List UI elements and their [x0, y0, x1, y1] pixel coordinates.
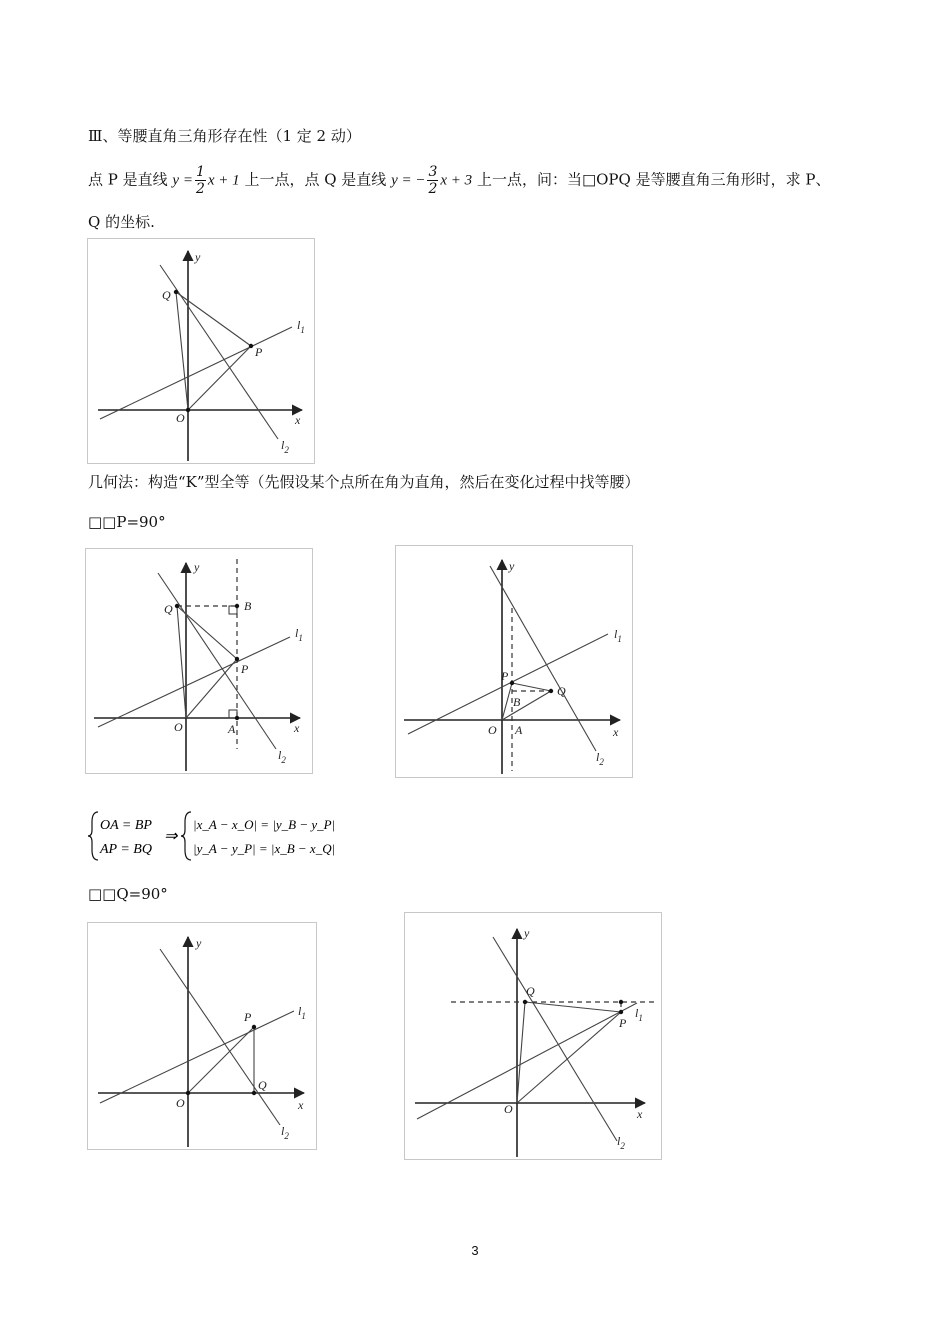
label-q: Q	[162, 288, 171, 302]
eq2-numerator: 3	[428, 164, 438, 180]
figure-case-q-2-svg	[405, 913, 661, 1159]
eq2-lhs: y = −	[391, 172, 426, 189]
label-o: O	[176, 411, 185, 425]
problem-text-c: 上一点，问：当□OPQ 是等腰直角三角形时，求 P、	[476, 170, 831, 189]
label-p: P	[244, 1010, 252, 1024]
label-l2-letter: l	[278, 748, 282, 762]
label-q: Q	[258, 1078, 267, 1092]
label-l2-sub: 2	[599, 757, 604, 767]
label-y: y	[524, 926, 530, 940]
point-q	[549, 689, 553, 693]
system-right-1: |x_A − x_O| = |y_B − y_P|	[193, 817, 336, 832]
label-x: x	[294, 721, 300, 735]
label-l2	[281, 438, 289, 455]
label-p: P	[501, 669, 509, 683]
line-l2	[490, 566, 596, 751]
label-l1-sub: 1	[300, 325, 305, 335]
point-p	[235, 657, 239, 661]
label-l2	[278, 748, 286, 765]
label-y: y	[509, 559, 515, 573]
label-o: O	[176, 1096, 185, 1110]
label-l1-letter: l	[295, 626, 299, 640]
problem-text-b: 上一点，点 Q 是直线	[244, 170, 387, 189]
label-l1	[295, 626, 303, 643]
label-o: O	[504, 1102, 513, 1116]
label-l1-sub: 1	[298, 633, 303, 643]
segment-op	[186, 659, 237, 718]
segment-pq	[512, 683, 551, 691]
label-x: x	[295, 413, 301, 427]
point-p	[619, 1010, 623, 1014]
label-x: x	[613, 725, 619, 739]
segment-oq	[502, 691, 551, 720]
right-brace	[181, 812, 191, 860]
label-l1-letter: l	[614, 627, 618, 641]
label-l2-letter: l	[596, 750, 600, 764]
label-l1-sub: 1	[638, 1013, 643, 1023]
label-l2-sub: 2	[284, 1131, 289, 1141]
figure-main	[87, 238, 315, 464]
figure-main-svg	[88, 239, 314, 463]
point-p	[249, 344, 253, 348]
problem-statement	[88, 164, 830, 197]
segment-op	[188, 1027, 254, 1093]
label-l1-letter: l	[297, 318, 301, 332]
figure-case-q-2	[404, 912, 662, 1160]
point-b	[235, 604, 239, 608]
problem-text-a: 点 P 是直线	[88, 170, 168, 189]
label-p: P	[619, 1016, 627, 1030]
line-l1	[417, 1003, 637, 1119]
figure-case-p-1	[85, 548, 313, 774]
congruence-system-svg	[88, 808, 348, 864]
label-l2-sub: 2	[284, 445, 289, 455]
label-p: P	[241, 662, 249, 676]
label-q: Q	[557, 684, 566, 698]
system-left-2: AP = BQ	[100, 842, 152, 857]
point-q	[175, 604, 179, 608]
label-y: y	[196, 936, 202, 950]
section-title: Ⅲ、等腰直角三角形存在性（1 定 2 动）	[88, 127, 361, 145]
label-q: Q	[164, 602, 173, 616]
label-l1	[297, 318, 305, 335]
eq1-lhs: y =	[172, 172, 193, 189]
label-l2-letter: l	[281, 1124, 285, 1138]
label-l2-sub: 2	[620, 1141, 625, 1151]
label-x: x	[637, 1107, 643, 1121]
page-number: 3	[471, 1243, 479, 1258]
segment-oq	[177, 606, 186, 718]
label-y: y	[195, 250, 201, 264]
line-l1	[100, 327, 292, 419]
eq1-rhs: x + 1	[207, 172, 240, 189]
eq2-rhs: x + 3	[440, 172, 473, 189]
system-right-2: |y_A − y_P| = |x_B − x_Q|	[193, 841, 336, 856]
label-l1	[635, 1006, 643, 1023]
case-q-right-angle: □□Q=90°	[88, 885, 168, 903]
point-p	[252, 1025, 256, 1029]
label-l1	[614, 627, 622, 644]
point-q	[523, 1000, 527, 1004]
label-l1-sub: 1	[301, 1011, 306, 1021]
method-description: 几何法：构造“K”型全等（先假设某个点所在角为直角，然后在变化过程中找等腰）	[88, 473, 640, 491]
point-q	[174, 290, 178, 294]
figure-case-q-1-svg	[88, 923, 316, 1149]
point-q	[252, 1091, 256, 1095]
segment-op	[188, 346, 251, 410]
label-o: O	[174, 720, 183, 734]
figure-case-q-1	[87, 922, 317, 1150]
segment-oq	[176, 292, 188, 410]
system-left-1: OA = BP	[100, 818, 152, 833]
case-p-right-angle: □□P=90°	[88, 513, 166, 531]
label-l2	[596, 750, 604, 767]
label-o: O	[488, 723, 497, 737]
eq1-numerator: 1	[195, 164, 205, 180]
implies-arrow: ⇒	[164, 828, 178, 845]
label-a: A	[515, 723, 523, 737]
label-l2-letter: l	[281, 438, 285, 452]
label-l1-sub: 1	[617, 634, 622, 644]
segment-oq	[517, 1002, 525, 1103]
label-x: x	[298, 1098, 304, 1112]
eq2-denominator: 2	[428, 181, 438, 197]
segment-qp	[525, 1002, 621, 1012]
line-l1	[98, 637, 290, 727]
label-l2-sub: 2	[281, 755, 286, 765]
label-b: B	[513, 695, 521, 709]
figure-case-p-2-svg	[396, 546, 632, 777]
point-p	[510, 681, 514, 685]
figure-case-p-1-svg	[86, 549, 312, 773]
point-o	[186, 408, 190, 412]
point-o	[186, 1091, 190, 1095]
label-q: Q	[526, 984, 535, 998]
label-l1-letter: l	[635, 1006, 639, 1020]
point-b	[619, 1000, 623, 1004]
label-l2	[617, 1134, 625, 1151]
congruence-system	[88, 808, 348, 869]
label-l1-letter: l	[298, 1004, 302, 1018]
eq2-fraction	[427, 164, 438, 197]
point-a	[235, 716, 239, 720]
label-a: A	[228, 722, 236, 736]
problem-line-2: Q 的坐标.	[88, 213, 155, 231]
label-l1	[298, 1004, 306, 1021]
figure-case-p-2	[395, 545, 633, 778]
label-l2-letter: l	[617, 1134, 621, 1148]
label-b: B	[244, 599, 252, 613]
label-l2	[281, 1124, 289, 1141]
eq1-fraction	[195, 164, 206, 197]
left-brace	[88, 812, 98, 860]
label-p: P	[255, 345, 263, 359]
label-y: y	[194, 560, 200, 574]
eq1-denominator: 2	[195, 181, 205, 197]
